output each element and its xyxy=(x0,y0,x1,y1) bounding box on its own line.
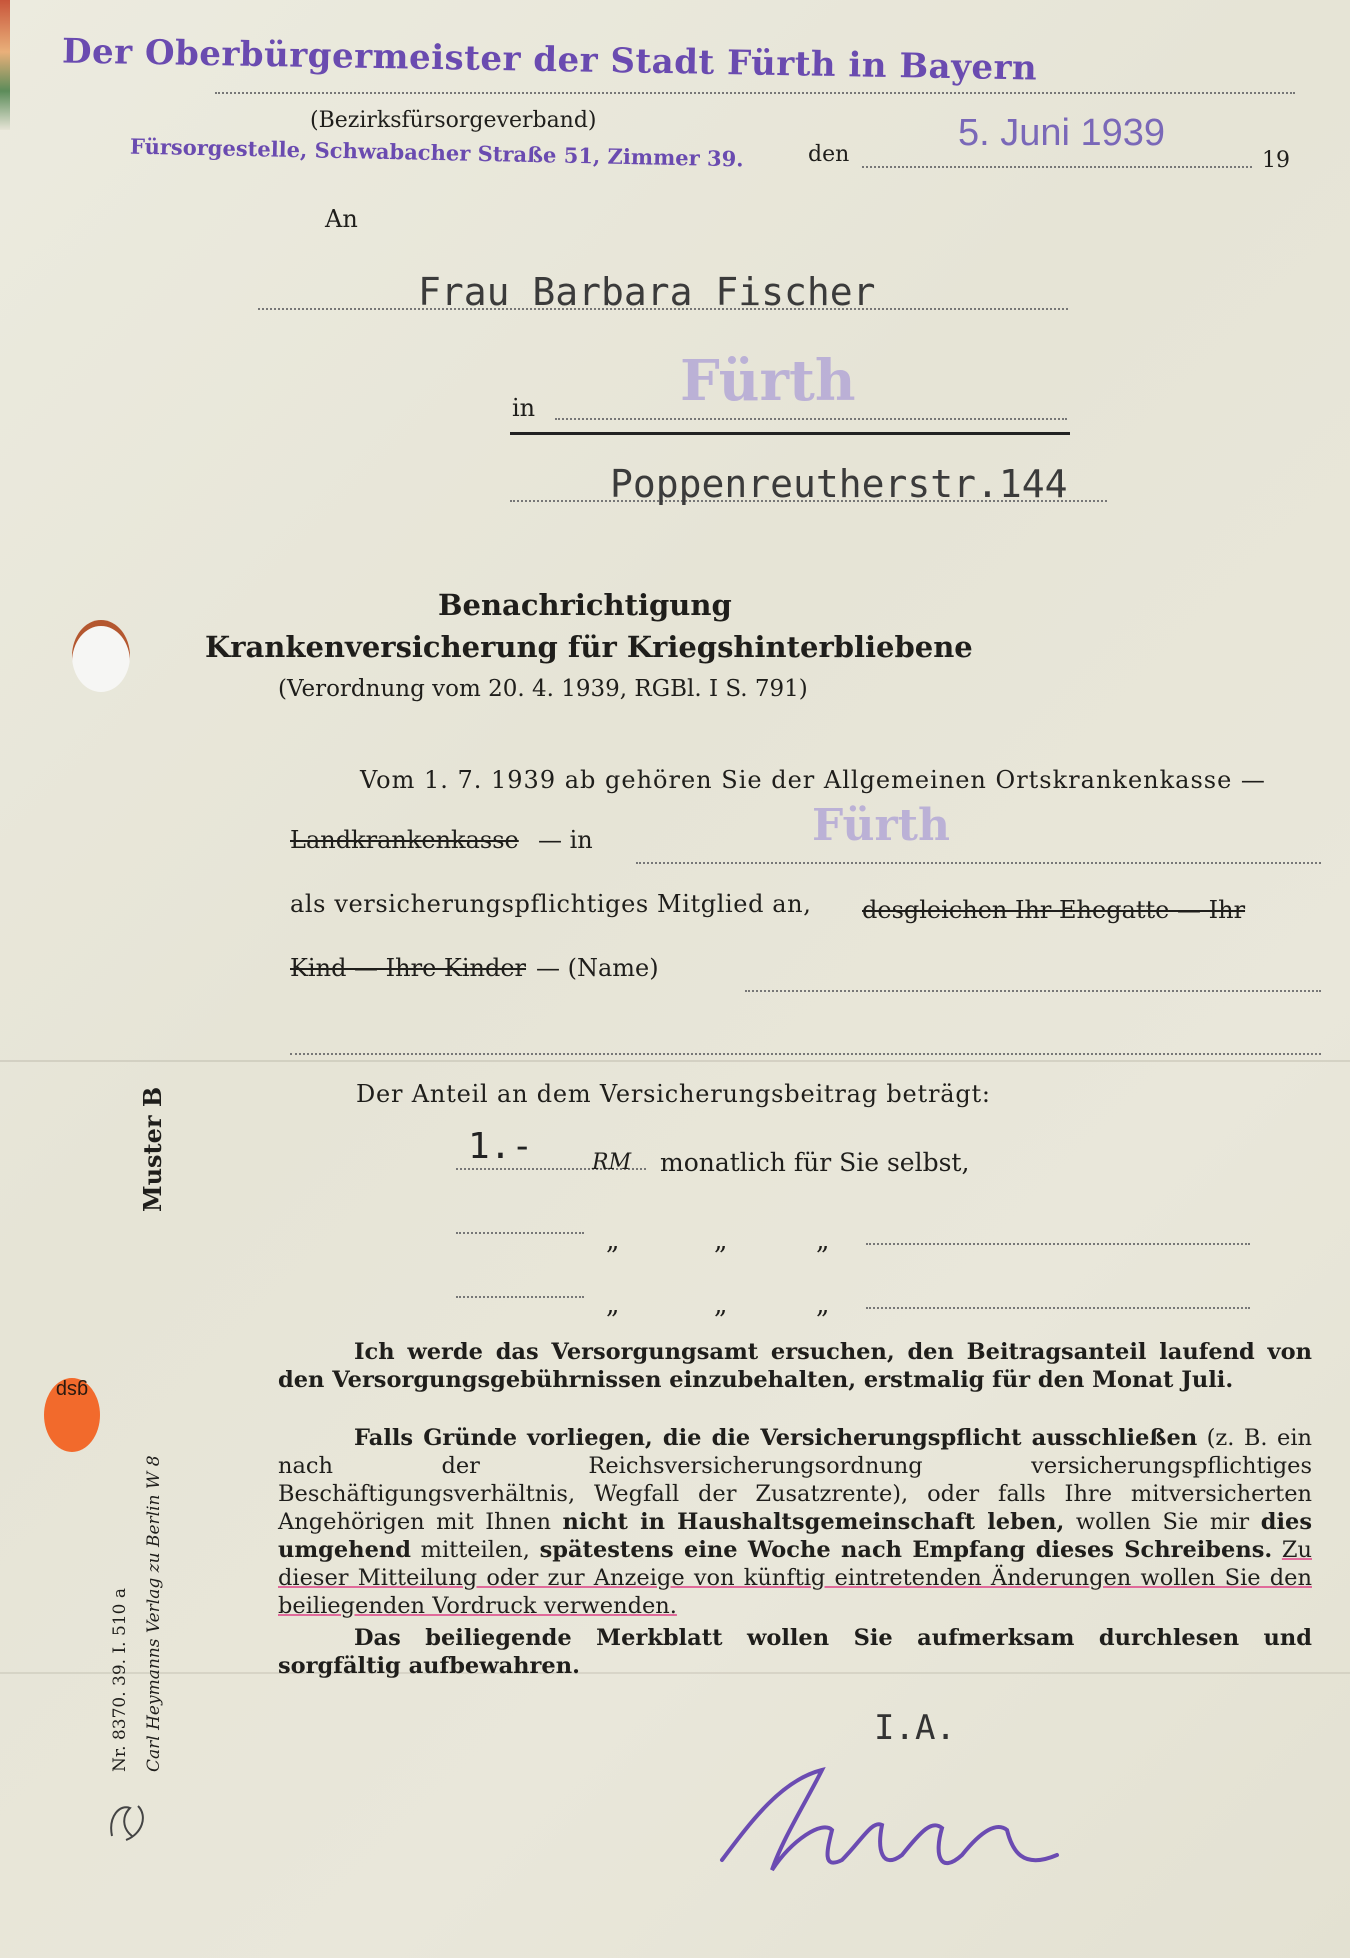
ditto-mark: „ xyxy=(816,1290,830,1320)
name-line xyxy=(866,1307,1250,1309)
an-label: An xyxy=(325,205,358,233)
urgent-clause: dies umgehend xyxy=(278,1509,1312,1563)
city-stamp: Fürth xyxy=(680,348,856,414)
spouse-struck: desgleichen Ihr Ehegatte — Ihr xyxy=(862,896,1246,924)
membership-line: Vom 1. 7. 1939 ab gehören Sie der Allgemeinen Ortskrankenkasse — xyxy=(360,766,1266,794)
dotted-line xyxy=(215,92,1295,94)
document-subtitle: Krankenversicherung für Kriegshinterbliebene xyxy=(205,630,973,664)
amount-line xyxy=(456,1296,584,1298)
publisher-logo xyxy=(102,1796,154,1848)
household-clause: nicht in Haushaltsgemeinschaft leben, xyxy=(562,1509,1065,1535)
name-label: — (Name) xyxy=(536,954,659,982)
paragraph-leaflet: Das beiliegende Merkblatt wollen Sie aufmerksam durchlesen und sorgfältig aufbewahren. xyxy=(278,1625,1312,1679)
membership-text: als versicherungspflichtiges Mitglied an, xyxy=(290,890,812,918)
regulation-reference: (Verordnung vom 20. 4. 1939, RGBl. I S. 791) xyxy=(278,676,808,702)
office-stamp: Fürsorgestelle, Schwabacher Straße 51, Zimmer 39. xyxy=(129,133,744,172)
recipient-street: Poppenreutherstr.144 xyxy=(610,462,1068,506)
amount-line xyxy=(456,1232,584,1234)
ditto-mark: „ xyxy=(816,1226,830,1256)
fold-line xyxy=(0,1060,1350,1062)
date-stamp: 5. Juni 1939 xyxy=(958,112,1166,154)
underline-rule xyxy=(510,432,1070,435)
ditto-mark: „ xyxy=(714,1290,728,1320)
name-line xyxy=(866,1243,1250,1245)
signature xyxy=(712,1760,1072,1890)
publisher-imprint: Carl Heymanns Verlag zu Berlin W 8 xyxy=(144,1455,164,1772)
dash-in: — in xyxy=(538,826,593,854)
year-prefix: 19 xyxy=(1262,148,1290,173)
form-instruction: Zu dieser Mitteilung oder zur Anzeige von künftig eintretenden Änderungen wollen Sie den beiliegenden Vordruck verwenden. xyxy=(278,1537,1312,1619)
exemption-heading: Falls Gründe vorliegen, die die Versicherungspflicht ausschließen xyxy=(354,1425,1198,1451)
authority-stamp: Der Oberbürgermeister der Stadt Fürth in Bayern xyxy=(61,31,1038,89)
ditto-mark: „ xyxy=(714,1226,728,1256)
punch-hole xyxy=(72,620,130,692)
exemption-example: (z. B. ein nach der Reichsversicherungsordnung versicherungspflichtiges Beschäftigungsverhältnis, Wegfall der Zusatzrente), oder falls Ihre mitversicherten Angehörigen mit Ihnen xyxy=(278,1425,1313,1535)
contribution-text: monatlich für Sie selbst, xyxy=(660,1148,970,1177)
member-name-line xyxy=(745,990,1321,992)
in-label: in xyxy=(512,394,536,422)
member-name-line xyxy=(290,1053,1321,1055)
orange-sticker xyxy=(44,1378,100,1452)
den-label: den xyxy=(808,142,850,167)
recipient-name: Frau Barbara Fischer xyxy=(418,270,876,314)
kasse-city-line xyxy=(636,862,1321,864)
date-line xyxy=(862,166,1252,168)
ditto-mark: „ xyxy=(606,1226,620,1256)
paragraph-exemptions xyxy=(278,1424,1312,1620)
association-label: (Bezirksfürsorgeverband) xyxy=(310,108,597,133)
request-text: wollen Sie mir xyxy=(1075,1509,1250,1535)
ditto-mark: „ xyxy=(606,1290,620,1320)
amount-value: 1.- xyxy=(468,1126,534,1167)
deadline-clause: spätestens eine Woche nach Empfang dieses Schreibens. xyxy=(539,1537,1273,1563)
currency-label: RM xyxy=(592,1150,632,1175)
children-struck: Kind — Ihre Kinder xyxy=(290,954,527,982)
city-line xyxy=(555,418,1067,420)
form-number: Nr. 8370. 39. I. 510 a xyxy=(110,1588,130,1772)
sticker-label: gsp xyxy=(55,1379,89,1401)
contribution-intro: Der Anteil an dem Versicherungsbeitrag beträgt: xyxy=(356,1080,991,1108)
paragraph-withholding: Ich werde das Versorgungsamt ersuchen, den Beitragsanteil laufend von den Versorgungsgebührnissen einzubehalten, erstmalig für den Monat Juli. xyxy=(278,1339,1312,1393)
kasse-city-stamp: Fürth xyxy=(812,800,950,851)
form-variant: Muster B xyxy=(138,1086,167,1212)
notify-text: mitteilen, xyxy=(420,1537,530,1563)
ia-label: I.A. xyxy=(874,1708,956,1748)
edge-stain xyxy=(0,0,10,130)
document-title: Benachrichtigung xyxy=(438,588,732,622)
landkasse-struck: Landkrankenkasse xyxy=(290,826,519,854)
